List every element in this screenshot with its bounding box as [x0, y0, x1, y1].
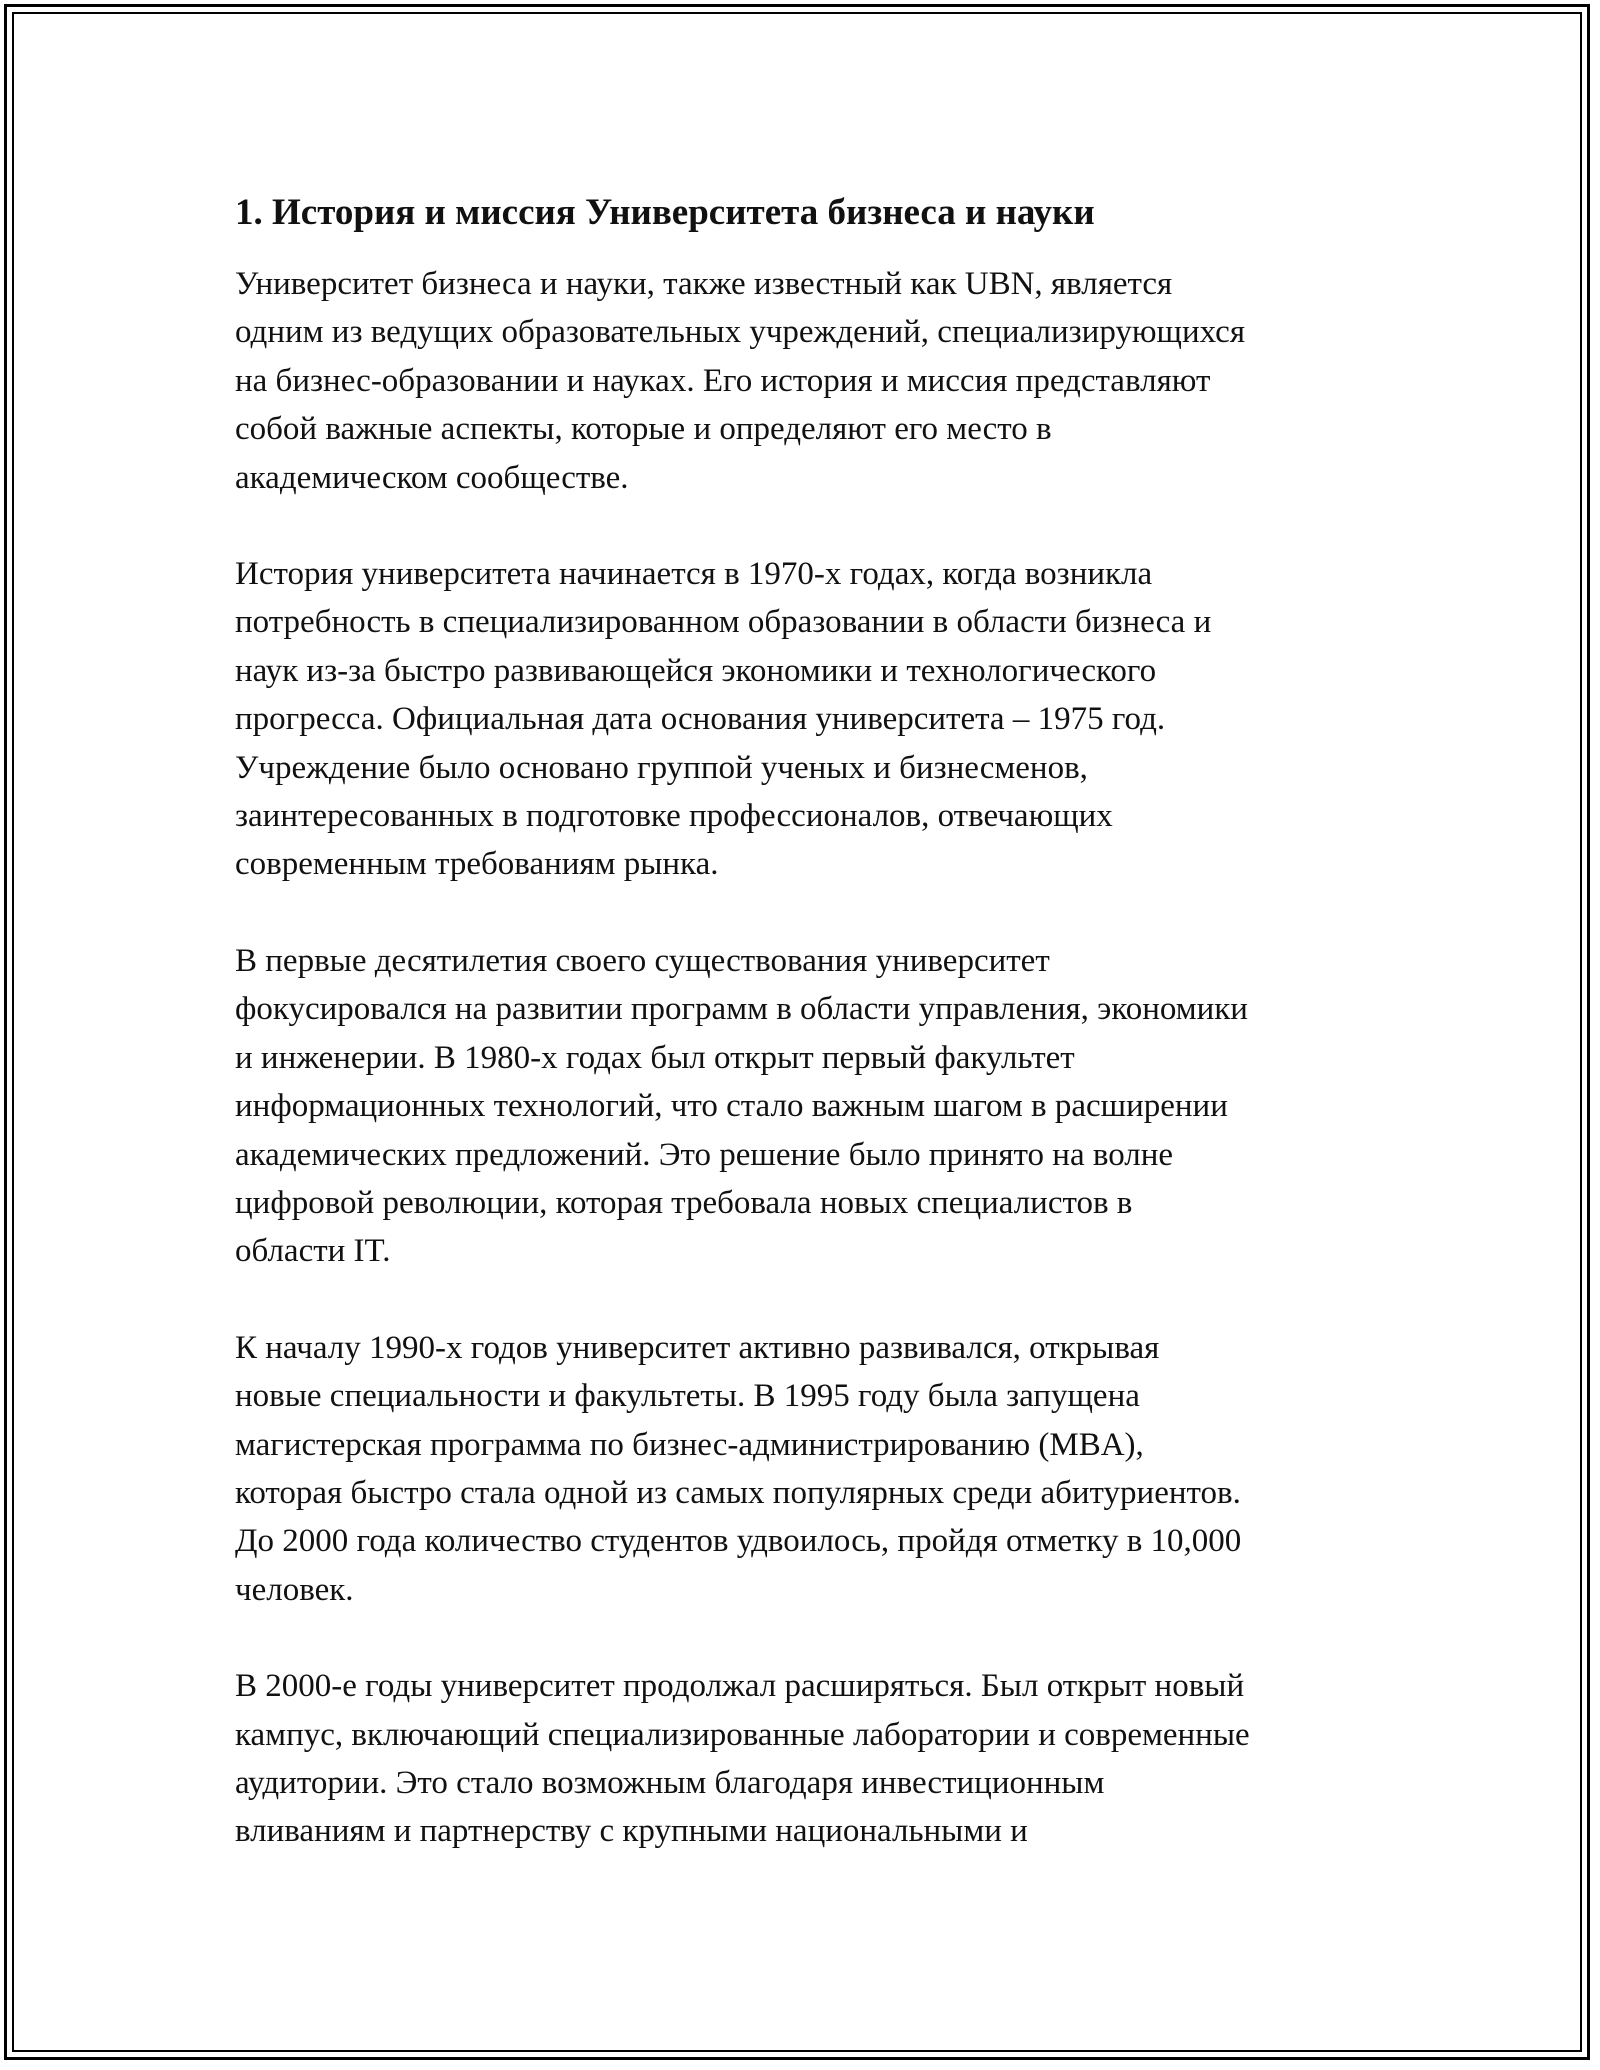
text-line: потребность в специализированном образовании в области бизнеса и [235, 604, 1212, 641]
text-line: одним из ведущих образовательных учреждений, специализирующихся [235, 314, 1245, 351]
text-line: фокусировался на развитии программ в области управления, экономики [235, 991, 1248, 1028]
text-line: человек. [235, 1571, 354, 1608]
text-line: магистерская программа по бизнес-администрированию (MBA), [235, 1426, 1144, 1463]
text-line: Университет бизнеса и науки, также известный как UBN, является [235, 266, 1173, 302]
paragraph-3 [235, 937, 1370, 1276]
text-line: академическом сообществе. [235, 459, 629, 496]
document-body [235, 186, 1370, 1904]
text-line: собой важные аспекты, которые и определяют его место в [235, 411, 1052, 448]
text-line: кампус, включающий специализированные лаборатории и современные [235, 1716, 1250, 1753]
text-line: и инженерии. В 1980-х годах был открыт первый факультет [235, 1039, 1075, 1076]
text-line: В 2000-е годы университет продолжал расширяться. Был открыт новый [235, 1668, 1245, 1705]
text-line: цифровой революции, которая требовала новых специалистов в [235, 1184, 1133, 1221]
text-line: До 2000 года количество студентов удвоилось, пройдя отметку в 10,000 [235, 1523, 1242, 1560]
text-line: В первые десятилетия своего существования университет [235, 942, 1050, 979]
section-heading: 1. История и миссия Университета бизнеса и науки [235, 192, 1095, 233]
paragraph-2 [235, 550, 1370, 889]
text-line: аудитории. Это стало возможным благодаря инвестиционным [235, 1764, 1105, 1801]
text-line: новые специальности и факультеты. В 1995 году была запущена [235, 1378, 1140, 1415]
text-line: информационных технологий, что стало важным шагом в расширении [235, 1088, 1228, 1125]
text-line: современным требованиям рынка. [235, 846, 719, 883]
text-line: прогресса. Официальная дата основания университета – 1975 год. [235, 701, 1166, 738]
paragraph-4 [235, 1324, 1370, 1614]
text-line: История университета начинается в 1970-х годах, когда возникла [235, 556, 1153, 593]
text-line: которая быстро стала одной из самых популярных среди абитуриентов. [235, 1474, 1241, 1511]
text-line: Учреждение было основано группой ученых и бизнесменов, [235, 749, 1088, 786]
text-line: К началу 1990-х годов университет активно развивался, открывая [235, 1329, 1160, 1366]
text-line: на бизнес-образовании и науках. Его история и миссия представляют [235, 362, 1211, 399]
paragraph-5 [235, 1662, 1370, 1856]
text-line: вливаниям и партнерству с крупными национальными и [235, 1813, 1028, 1850]
text-line: области IT. [235, 1233, 391, 1270]
text-line: заинтересованных в подготовке профессионалов, отвечающих [235, 798, 1113, 835]
paragraph-1 [235, 260, 1370, 502]
text-line: академических предложений. Это решение было принято на волне [235, 1136, 1174, 1173]
text-line: наук из-за быстро развивающейся экономики и технологического [235, 652, 1157, 689]
